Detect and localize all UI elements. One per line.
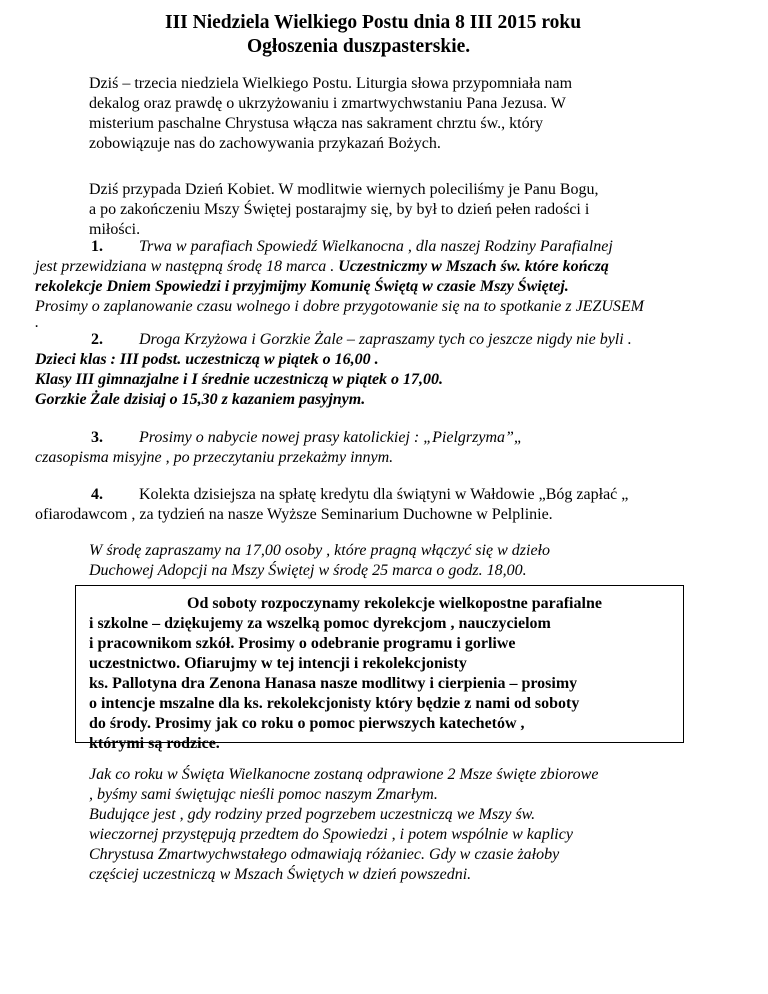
adoption-line: W środę zapraszamy na 17,00 osoby , które pragną włączyć się w dzieło: [89, 542, 550, 559]
retreat-line: i pracownikom szkół. Prosimy o odebranie programu i gorliwe: [89, 635, 516, 652]
announcement-1: [35, 237, 755, 329]
announcement-4: [35, 485, 755, 525]
announcement-text: Droga Krzyżowa i Gorzkie Żale – zapraszamy tych co jeszcze nigdy nie byli .: [139, 331, 632, 348]
announcement-text: ofiarodawcom , za tydzień na nasze Wyższe Seminarium Duchowne w Pelplinie.: [35, 506, 553, 523]
womens-day-paragraph: [89, 180, 599, 240]
easter-line: , byśmy sami świętując nieśli pomoc naszym Zmarłym.: [89, 786, 438, 803]
retreat-line: uczestnictwo. Ofiarujmy w tej intencji i rekolekcjonisty: [89, 655, 467, 672]
announcement-emphasis: Uczestniczmy w Mszach św. które kończą: [338, 258, 609, 275]
easter-line: wieczornej przystępują przedtem do Spowiedzi , i potem wspólnie w kaplicy: [89, 826, 573, 843]
announcement-text: czasopisma misyjne , po przeczytaniu przekażmy innym.: [35, 449, 394, 466]
womens-day-line: a po zakończeniu Mszy Świętej postarajmy się, by był to dzień pełen radości i: [89, 201, 590, 218]
announcement-text: Kolekta dzisiejsza na spłatę kredytu dla świątyni w Wałdowie „Bóg zapłać „: [139, 486, 629, 503]
womens-day-line: miłości.: [89, 221, 141, 238]
easter-line: Jak co roku w Święta Wielkanocne zostaną odprawione 2 Msze święte zbiorowe: [89, 766, 599, 783]
page-subtitle: Ogłoszenia duszpasterskie.: [247, 36, 471, 57]
announcement-text: .: [35, 314, 39, 331]
retreat-line: o intencje mszalne dla ks. rekolekcjonisty który będzie z nami od soboty: [89, 695, 580, 712]
page-title: III Niedziela Wielkiego Postu dnia 8 III 2015 roku: [165, 12, 582, 33]
announcement-text: Prosimy o nabycie nowej prasy katolickiej : „Pielgrzyma”„: [139, 429, 523, 446]
announcement-2: [35, 330, 755, 410]
announcement-text: Prosimy o zaplanowanie czasu wolnego i dobre przygotowanie się na to spotkanie z JEZUSEM: [35, 298, 644, 315]
intro-line: misterium paschalne Chrystusa włącza nas sakrament chrztu św., który: [89, 115, 543, 132]
announcement-number: 2.: [91, 331, 103, 348]
announcement-emphasis: Dzieci klas : III podst. uczestniczą w piątek o 16,00 .: [35, 351, 379, 368]
announcement-text: Trwa w parafiach Spowiedź Wielkanocna , dla naszej Rodziny Parafialnej: [139, 238, 613, 255]
easter-paragraph: [89, 765, 598, 885]
announcement-emphasis: rekolekcje Dniem Spowiedzi i przyjmijmy Komunię Świętą w czasie Mszy Świętej.: [35, 278, 569, 295]
retreat-line: i szkolne – dziękujemy za wszelką pomoc dyrekcjom , nauczycielom: [89, 615, 551, 632]
retreat-announcement-text: [89, 594, 602, 754]
retreat-line: ks. Pallotyna dra Zenona Hanasa nasze modlitwy i cierpienia – prosimy: [89, 675, 578, 692]
easter-line: częściej uczestniczą w Mszach Świętych w dzień powszedni.: [89, 866, 472, 883]
adoption-line: Duchowej Adopcji na Mszy Świętej w środę 25 marca o godz. 18,00.: [89, 562, 527, 579]
easter-line: Budujące jest , gdy rodziny przed pogrzebem uczestniczą we Mszy św.: [89, 806, 536, 823]
retreat-line: Od soboty rozpoczynamy rekolekcje wielkopostne parafialne: [187, 595, 602, 612]
announcement-number: 1.: [91, 238, 103, 255]
womens-day-line: Dziś przypada Dzień Kobiet. W modlitwie wiernych poleciliśmy je Panu Bogu,: [89, 181, 599, 198]
announcement-emphasis: Gorzkie Żale dzisiaj o 15,30 z kazaniem pasyjnym.: [35, 391, 366, 408]
intro-paragraph: [89, 74, 572, 154]
intro-line: zobowiązuje nas do zachowywania przykazań Bożych.: [89, 135, 441, 152]
retreat-line: którymi są rodzice.: [89, 735, 220, 752]
announcement-emphasis: Klasy III gimnazjalne i I średnie uczestniczą w piątek o 17,00.: [35, 371, 444, 388]
announcement-number: 4.: [91, 486, 103, 503]
easter-line: Chrystusa Zmartwychwstałego odmawiają różaniec. Gdy w czasie żałoby: [89, 846, 560, 863]
announcement-number: 3.: [91, 429, 103, 446]
intro-line: Dziś – trzecia niedziela Wielkiego Postu. Liturgia słowa przypomniała nam: [89, 75, 573, 92]
announcement-3: [35, 428, 755, 468]
intro-line: dekalog oraz prawdę o ukrzyżowaniu i zmartwychwstaniu Pana Jezusa. W: [89, 95, 566, 112]
adoption-paragraph: [89, 541, 550, 581]
announcement-text: jest przewidziana w następną środę 18 marca .: [35, 258, 339, 275]
retreat-line: do środy. Prosimy jak co roku o pomoc pierwszych katechetów ,: [89, 715, 525, 732]
